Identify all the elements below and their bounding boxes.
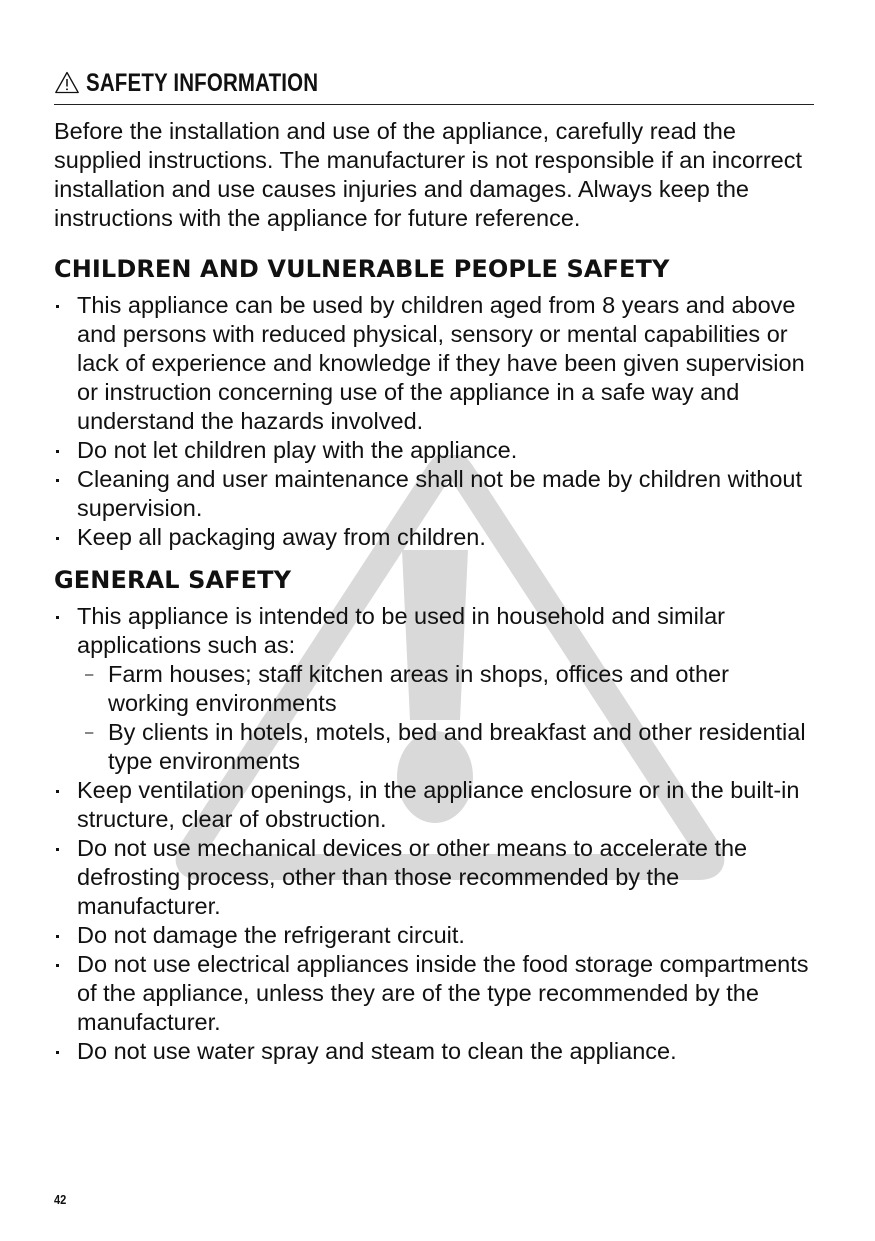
list-item: Do not use electrical appliances inside the food storage compartments of the appliance, unless they are of the type recommended by the manufacturer.	[54, 950, 814, 1037]
list-item: Do not use water spray and steam to clean the appliance.	[54, 1037, 814, 1066]
page-title: SAFETY INFORMATION	[86, 68, 319, 97]
general-safety-heading: GENERAL SAFETY	[54, 566, 292, 594]
list-item: Keep ventilation openings, in the appliance enclosure or in the built-in structure, clear of obstruction.	[54, 776, 814, 834]
list-item: Keep all packaging away from children.	[54, 523, 814, 552]
section-header	[54, 62, 814, 105]
general-safety-list	[54, 602, 814, 1066]
sub-list-item: – By clients in hotels, motels, bed and breakfast and other residential type environments	[77, 718, 814, 776]
warning-triangle-icon	[54, 70, 80, 96]
list-item: Cleaning and user maintenance shall not be made by children without supervision.	[54, 465, 814, 523]
list-item: Do not use mechanical devices or other means to accelerate the defrosting process, other than those recommended by the manufacturer.	[54, 834, 814, 921]
children-safety-list	[54, 291, 814, 552]
sub-list-item: – Farm houses; staff kitchen areas in shops, offices and other working environments	[77, 660, 814, 718]
sub-list	[77, 660, 814, 776]
safety-content	[54, 62, 814, 1066]
list-item: This appliance can be used by children aged from 8 years and above and persons with reduced physical, sensory or mental capabilities or lack of experience and knowledge if they have been given supervision or instruction concerning use of the appliance in a safe way and understand the hazards involved.	[54, 291, 814, 436]
list-item: Do not let children play with the appliance.	[54, 436, 814, 465]
intro-paragraph: Before the installation and use of the appliance, carefully read the supplied instructions. The manufacturer is not responsible if an incorrect installation and use causes injuries and damages. Always keep the instructions with the appliance for future reference.	[54, 118, 803, 231]
intended-use-text: This appliance is intended to be used in household and similar applications such as:	[77, 603, 725, 658]
list-item	[54, 602, 814, 776]
list-item: Do not damage the refrigerant circuit.	[54, 921, 814, 950]
page-number: 42	[54, 1192, 67, 1207]
children-safety-heading: CHILDREN AND VULNERABLE PEOPLE SAFETY	[54, 255, 670, 283]
